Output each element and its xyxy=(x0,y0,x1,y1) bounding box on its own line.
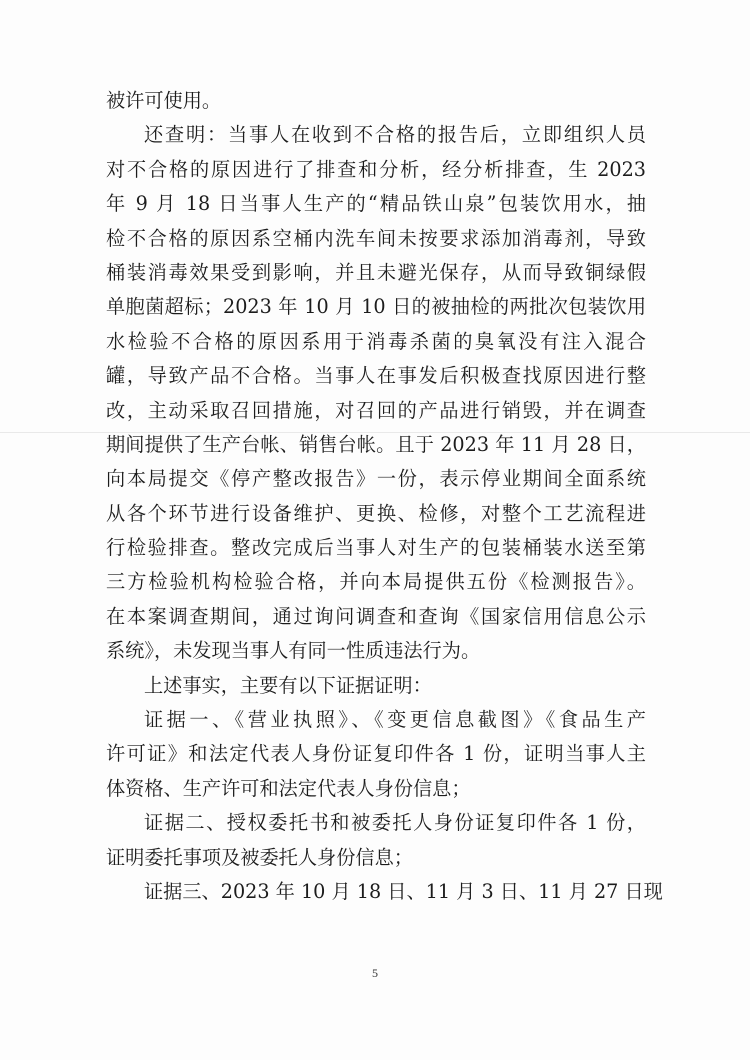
text-line: 检不合格的原因系空桶内洗车间未按要求添加消毒剂，导致 xyxy=(106,226,646,250)
document-body xyxy=(106,84,663,909)
text-line: 许可证》和法定代表人身份证复印件各 1 份，证明当事人主 xyxy=(106,742,646,766)
text-line: 证据三、2023 年 10 月 18 日、11 月 3 日、11 月 27 日现 xyxy=(144,879,663,903)
text-line: 水检验不合格的原因系用于消毒杀菌的臭氧没有注入混合 xyxy=(106,329,646,353)
text-line: 证明委托事项及被委托人身份信息； xyxy=(106,845,413,869)
text-line: 证据一、《营业执照》、《变更信息截图》《食品生产 xyxy=(144,708,646,732)
text-line: 单胞菌超标；2023 年 10 月 10 日的被抽检的两批次包装饮用 xyxy=(106,295,646,319)
text-line: 向本局提交《停产整改报告》一份，表示停业期间全面系统 xyxy=(106,467,646,491)
text-line: 证据二、授权委托书和被委托人身份证复印件各 1 份， xyxy=(144,811,646,835)
text-line: 行检验排查。整改完成后当事人对生产的包装桶装水送至第 xyxy=(106,536,646,560)
text-line: 在本案调查期间，通过询问调查和查询《国家信用信息公示 xyxy=(106,604,646,628)
text-line: 三方检验机构检验合格，并向本局提供五份《检测报告》。 xyxy=(106,570,646,594)
text-line: 从各个环节进行设备维护、更换、检修，对整个工艺流程进 xyxy=(106,501,646,525)
text-line: 桶装消毒效果受到影响，并且未避光保存，从而导致铜绿假 xyxy=(106,260,646,284)
page-number: 5 xyxy=(372,966,378,980)
text-line: 系统》，未发现当事人有同一性质违法行为。 xyxy=(106,639,481,663)
text-line: 被许可使用。 xyxy=(106,89,222,112)
text-line: 期间提供了生产台帐、销售台帐。且于 2023 年 11 月 28 日， xyxy=(106,432,646,456)
text-line: 年 9 月 18 日当事人生产的“精品铁山泉”包装饮用水，抽 xyxy=(106,192,646,216)
text-line: 上述事实，主要有以下证据证明： xyxy=(144,673,432,697)
text-line: 体资格、生产许可和法定代表人身份信息； xyxy=(106,776,471,800)
text-line: 改，主动采取召回措施，对召回的产品进行销毁，并在调查 xyxy=(106,398,646,422)
text-line: 还查明：当事人在收到不合格的报告后，立即组织人员 xyxy=(144,123,646,147)
text-line: 罐，导致产品不合格。当事人在事发后积极查找原因进行整 xyxy=(106,364,646,388)
text-line: 对不合格的原因进行了排查和分析，经分析排查，生 2023 xyxy=(106,157,646,181)
